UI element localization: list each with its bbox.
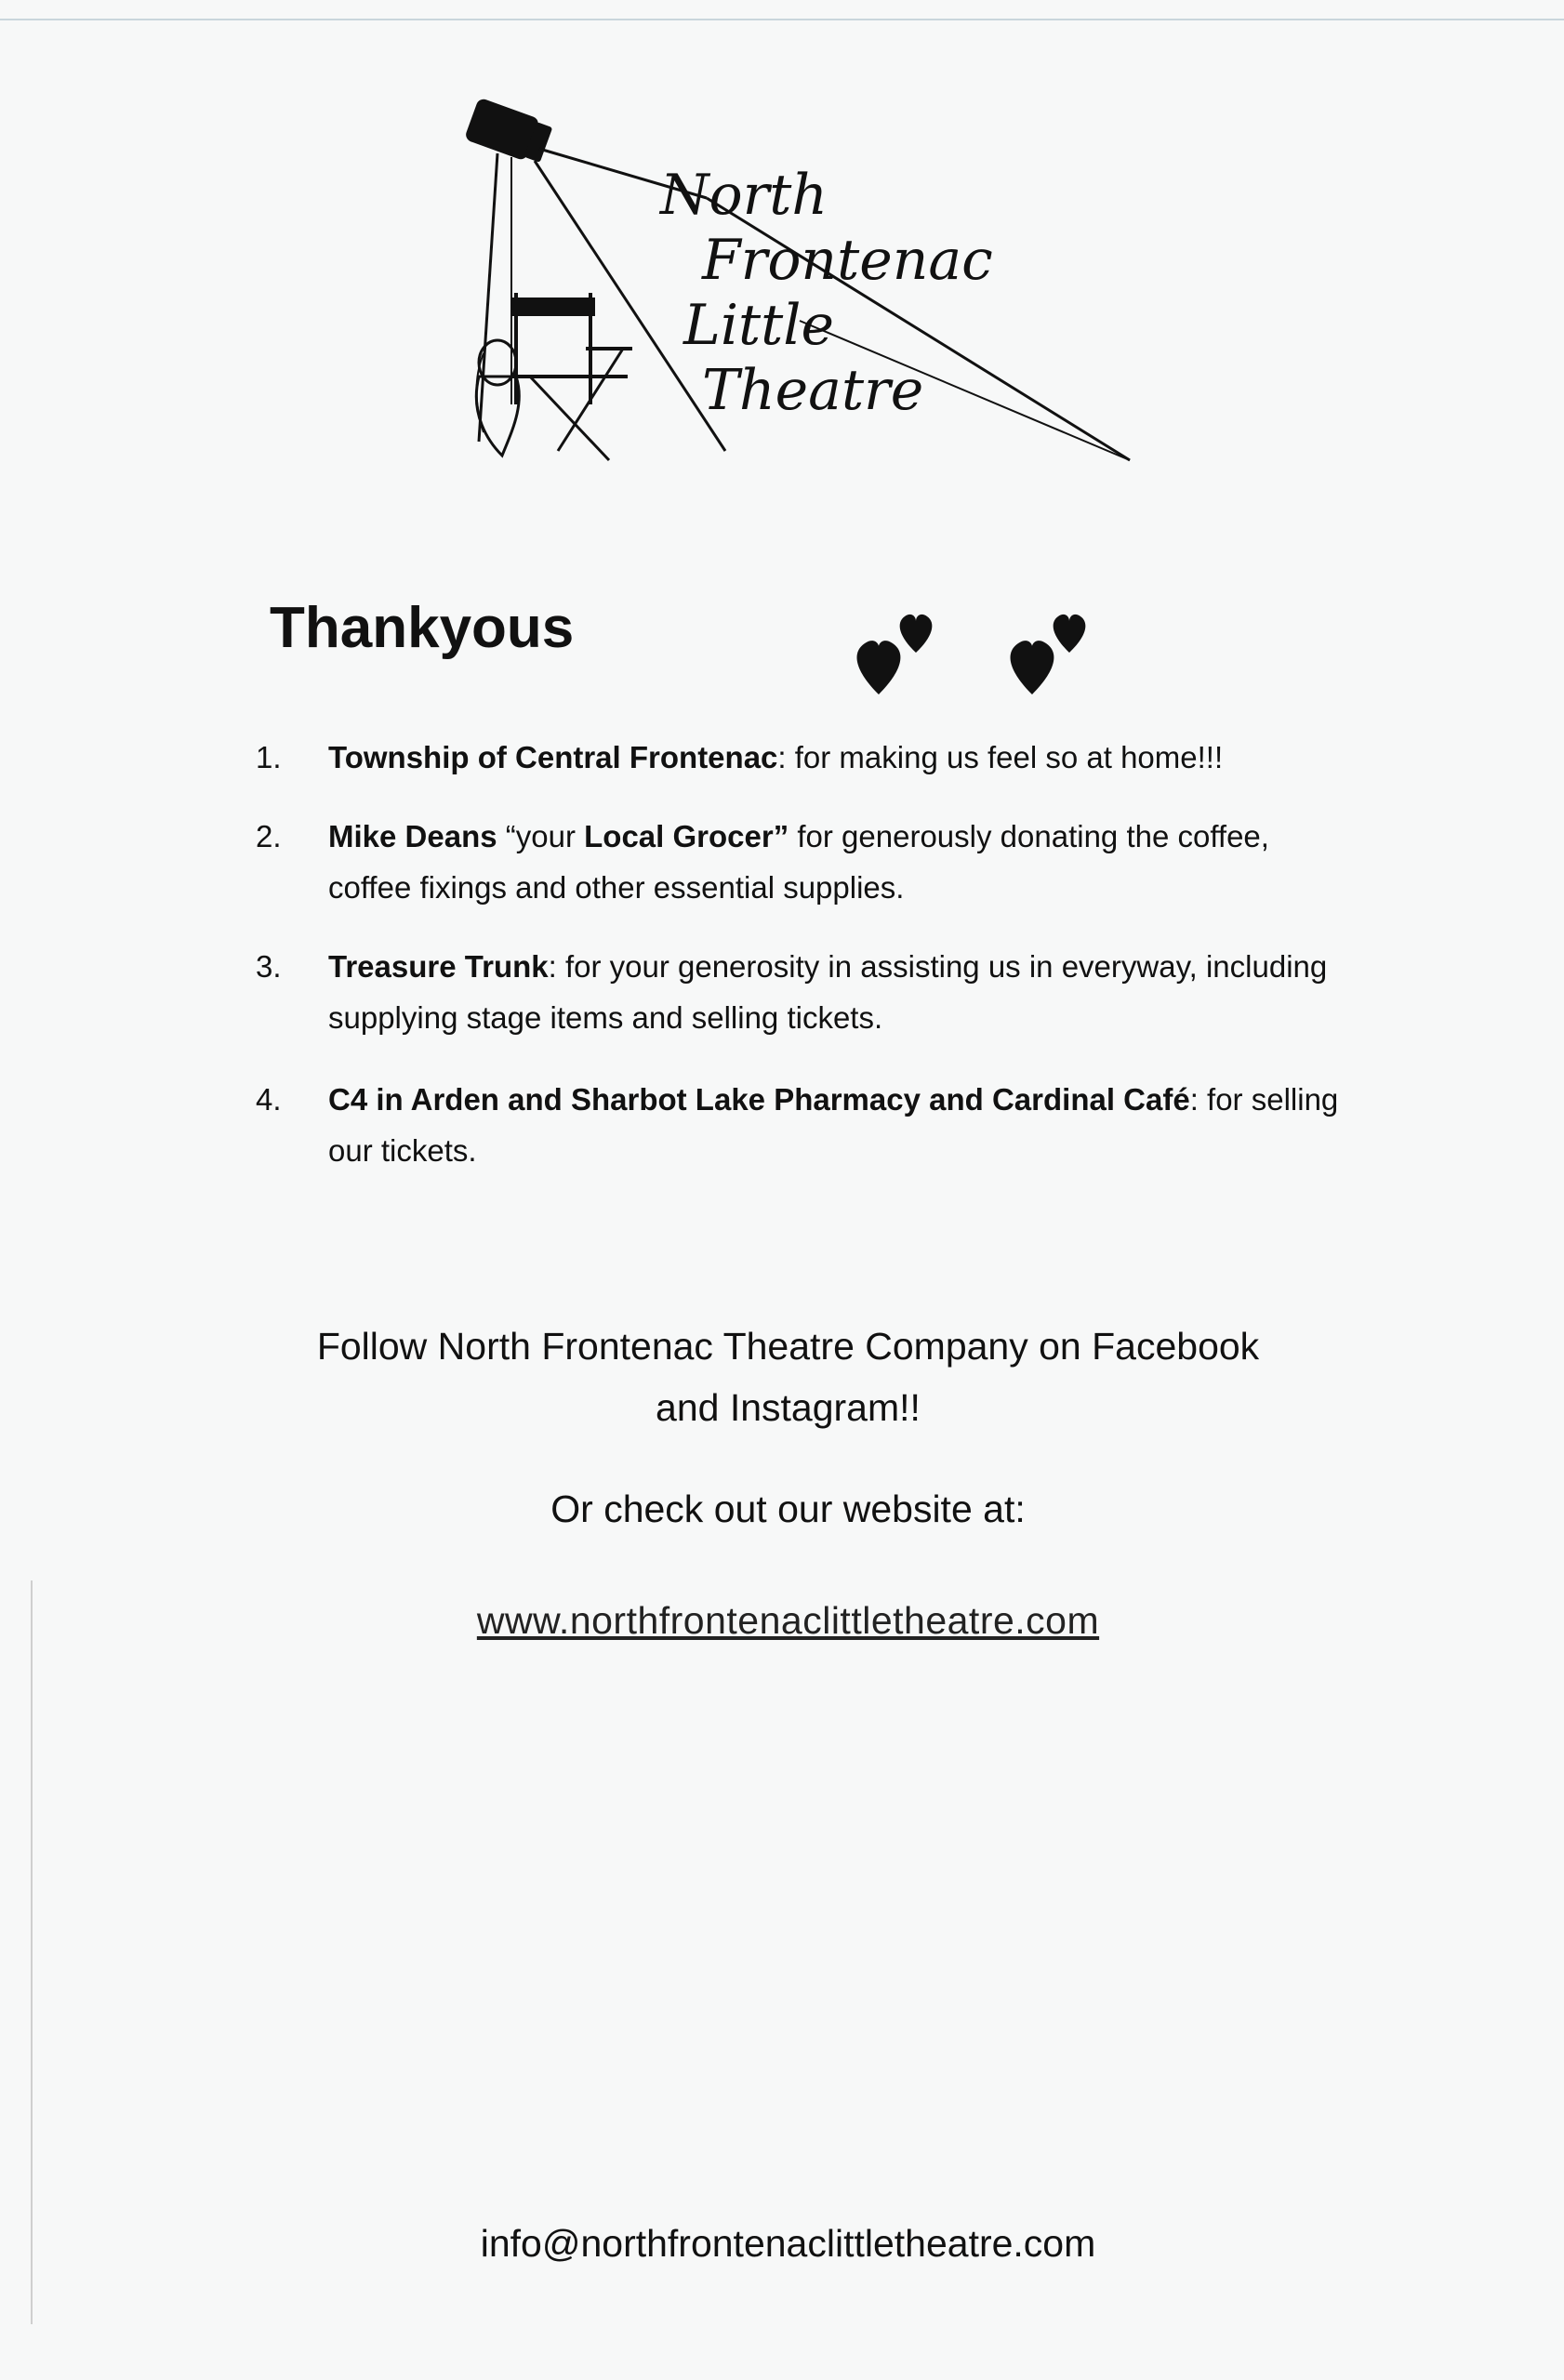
- theatre-logo: [446, 98, 1153, 469]
- item-text: : for your generosity in assisting us in everyway, including supplying stage items and selling tickets.: [328, 949, 1328, 1035]
- list-item: [256, 732, 1353, 783]
- item-text: : for making us feel so at home!!!: [777, 740, 1224, 774]
- logo-word-frontenac: Frontenac: [702, 228, 993, 293]
- item-text: : for selling our tickets.: [328, 1082, 1339, 1168]
- heart-icon: [857, 615, 933, 694]
- sponsor-name: Treasure Trunk: [328, 949, 549, 984]
- list-item: [256, 811, 1353, 913]
- website-heading: Or check out our website at:: [550, 1488, 1026, 1530]
- directors-chair-icon: [476, 293, 632, 460]
- thankyou-list: [256, 732, 1353, 1176]
- list-item: [256, 1074, 1353, 1176]
- sponsor-name: Township of Central Frontenac: [328, 740, 778, 774]
- social-follow-text: [223, 1316, 1353, 1438]
- logo-word-little: Little: [683, 293, 834, 358]
- item-number: 2.: [256, 819, 282, 853]
- contact-email[interactable]: info@northfrontenaclittletheatre.com: [480, 2222, 1096, 2265]
- item-number: 4.: [256, 1082, 282, 1117]
- item-text: for generously donating the coffee, coffee fixings and other essential supplies.: [328, 819, 1269, 905]
- follow-line-1: Follow North Frontenac Theatre Company on Facebook: [316, 1325, 1260, 1368]
- hearts-decoration: [851, 606, 1093, 708]
- sponsor-name: Mike Deans: [328, 819, 497, 853]
- thankyous-heading: Thankyous: [270, 596, 575, 660]
- scan-edge-line: [0, 19, 1564, 20]
- website-link[interactable]: www.northfrontenaclittletheatre.com: [476, 1599, 1100, 1642]
- item-number: 3.: [256, 949, 282, 984]
- sponsor-name: Local Grocer”: [584, 819, 789, 853]
- logo-word-theatre: Theatre: [702, 358, 924, 423]
- item-text: “your: [497, 819, 585, 853]
- follow-line-2: and Instagram!!: [656, 1386, 921, 1429]
- item-number: 1.: [256, 740, 282, 774]
- sponsor-name: C4 in Arden and Sharbot Lake Pharmacy and Cardinal Café: [328, 1082, 1190, 1117]
- logo-word-north: North: [660, 163, 828, 228]
- list-item: [256, 941, 1353, 1043]
- scan-fold-line: [31, 1580, 33, 2324]
- heart-icon: [1011, 615, 1086, 694]
